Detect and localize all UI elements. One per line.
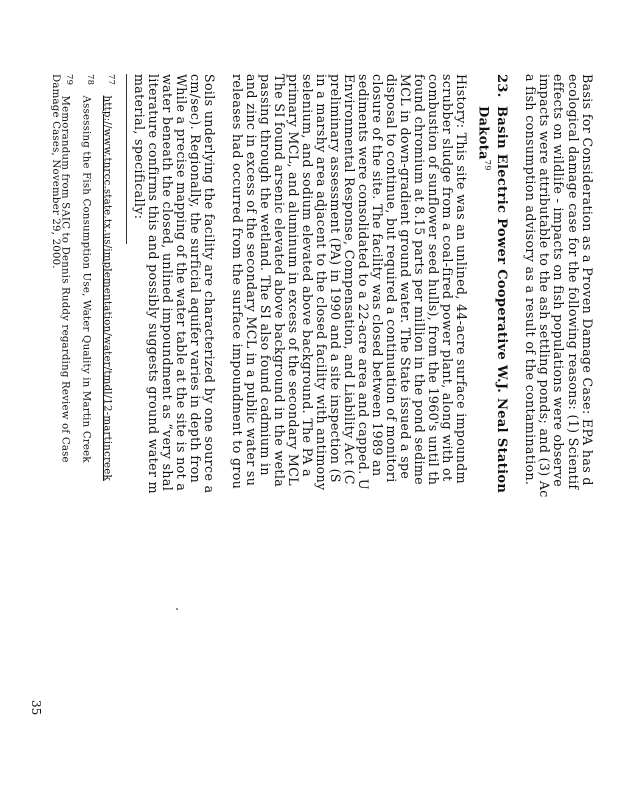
history-line: MCL in down-gradient ground water. The State issued a spe bbox=[398, 74, 413, 480]
intro-line: effects on wildlife - impacts on fish populations were observe bbox=[551, 74, 566, 488]
footnote-text: Assessing the Fish Consumption Use, Water Quality in Martin Creek bbox=[80, 95, 92, 463]
history-line: History: This site was an unlined, 44-acre surface impoundm bbox=[454, 74, 469, 484]
history-line: preliminary assessment (PA) in 1990 and a site inspection (S bbox=[328, 74, 343, 483]
intro-line: ecological damage case for the following reasons: (1) Scientif bbox=[566, 74, 581, 490]
history-line: sediments were consolidated to a 22-acre area and capped. U bbox=[356, 74, 371, 490]
soils-line: While a precise mapping of the water table at the site is not a bbox=[174, 74, 189, 492]
footnote-text: Damage Cases, November 29, 2000. bbox=[50, 74, 61, 269]
footnote-marker: 78 bbox=[85, 74, 95, 86]
history-line: disposal to continue, but required a continuation of monitori bbox=[384, 74, 399, 483]
history-line: selenium, and sodium elevated above background. The PA a bbox=[300, 74, 315, 478]
footnote bbox=[79, 74, 97, 463]
section-title-line: Basin Electric Power Cooperative W.J. Neal Station bbox=[494, 106, 509, 494]
soils-line: literature confirms this and possibly suggests ground water m bbox=[146, 74, 161, 494]
scan-speck bbox=[176, 608, 178, 610]
intro-line: impacts were attributable to the ash settling ponds; and (3) Ac bbox=[537, 74, 552, 498]
page-number: 35 bbox=[29, 700, 43, 716]
history-line: releases had occurred from the surface impoundment to grou bbox=[230, 74, 245, 490]
section-title-line bbox=[476, 106, 494, 171]
history-line: primary MCL, and aluminum in excess of the secondary MCL bbox=[286, 74, 301, 486]
history-line: The SI found arsenic elevated above background in the wetla bbox=[272, 74, 287, 488]
section-number: 23. bbox=[494, 74, 509, 98]
soils-line: material, specifically: bbox=[132, 74, 147, 220]
history-line: passing through the wetland. The SI also found cadmium in bbox=[258, 74, 273, 476]
history-line: scrubber sludge from a coal-fired power plant, along with ot bbox=[440, 74, 455, 482]
footnote bbox=[48, 74, 62, 269]
history-line: found chromium at 8.15 parts per million in the pond sedime bbox=[412, 74, 427, 485]
intro-line: Basis for Consideration as a Proven Damage Case: EPA has d bbox=[580, 74, 595, 486]
soils-line: Soils underlying the facility are characterized by one source a bbox=[202, 74, 217, 494]
footnote bbox=[100, 74, 118, 481]
soils-line: cm/sec). Regionally, the surficial aquifer varies in depth fron bbox=[188, 74, 203, 484]
footnote-link[interactable]: http://www.tnrcc.state.tx.us/implementation/water/tmdl/12-martincreek bbox=[101, 95, 113, 481]
intro-line: a fish consumption advisory as a result of the contamination. bbox=[523, 74, 538, 486]
history-line: closure of the site. The facility was closed between 1989 an bbox=[370, 74, 385, 477]
history-line: Environmental Response, Compensation, and Liability Act (C bbox=[342, 74, 357, 485]
history-line: combustion of sunflower seed hulls), from the 1960's until th bbox=[426, 74, 441, 486]
history-line: and zinc in excess of the secondary MCL in a public water su bbox=[244, 74, 259, 487]
section-title-text: Dakota bbox=[475, 106, 491, 160]
soils-line: water beneath the closed, unlined impoundment as “very shal bbox=[160, 74, 175, 492]
footnote-marker: 79 bbox=[64, 74, 74, 86]
footnote-text: Memorandum from SAIC to Dennis Ruddy regarding Review of Case bbox=[59, 95, 71, 463]
history-line: in a marshy area adjacent to the closed facility with antimony bbox=[314, 74, 329, 491]
footnote-marker: 77 bbox=[106, 74, 116, 86]
footnote-ref: 79 bbox=[483, 159, 492, 171]
footnote-separator bbox=[126, 74, 127, 244]
